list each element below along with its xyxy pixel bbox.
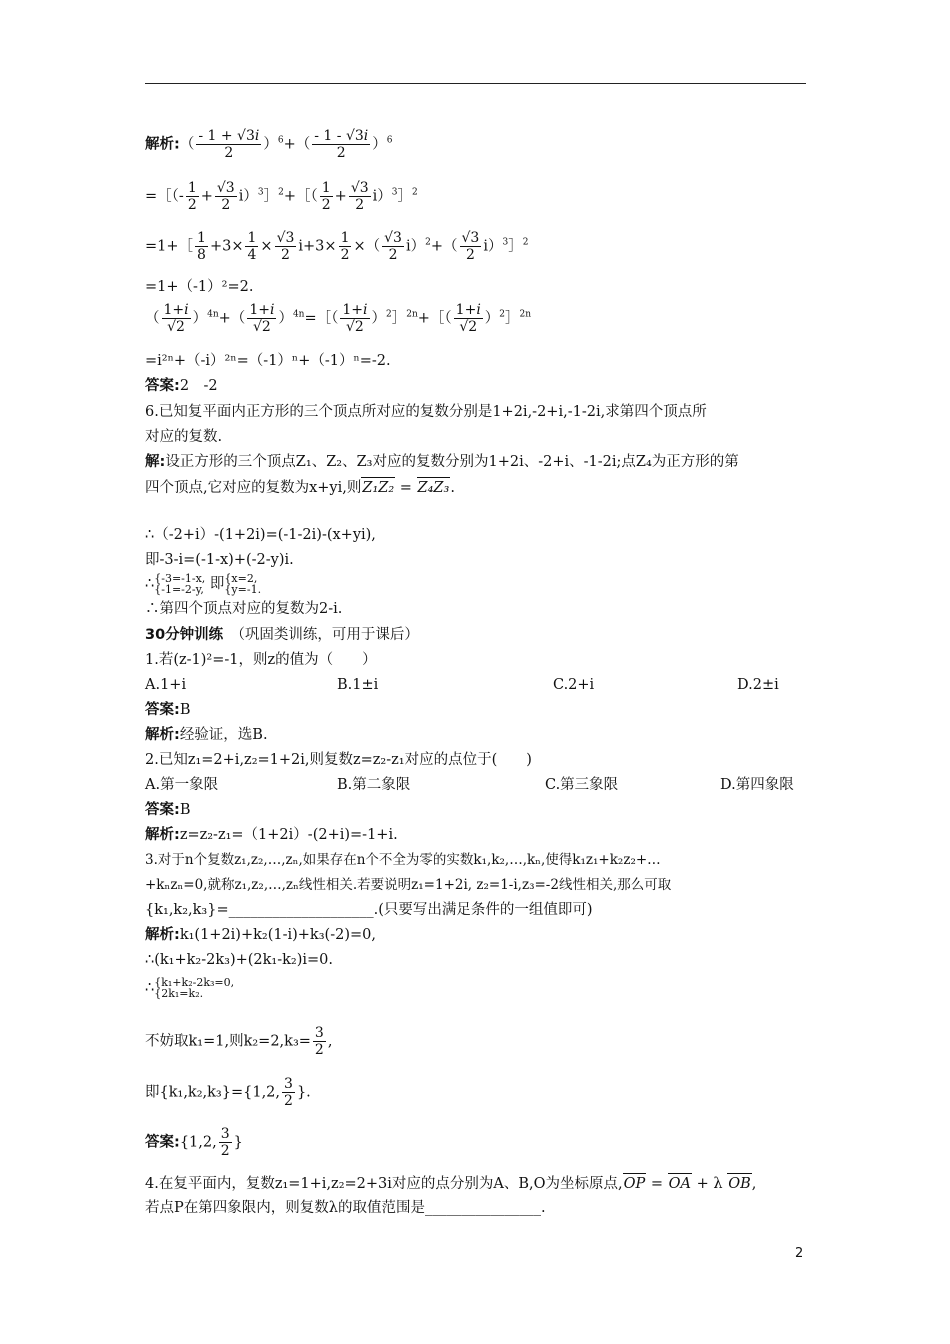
analysis-3-line-4: 不妨取k₁=1,则k₂=2,k₃= $\frac{3}{2}$ , [145, 1025, 333, 1058]
solution-6-line-6: ∴第四个顶点对应的复数为2-i. [145, 601, 343, 617]
question-1: 1.若(z-1)²=-1，则z的值为（ ） [145, 652, 377, 668]
analysis-3-line-5: 即{k₁,k₂,k₃}={1,2, $\frac{3}{2}$ }. [145, 1076, 311, 1109]
answer-3: 答案:{1,2, $\frac{3}{2}$ } [145, 1126, 243, 1159]
page-number: 2 [795, 1246, 804, 1261]
vector-z1z2: Z₁Z₂ [361, 477, 395, 498]
option-c: C.第三象限 [545, 777, 619, 793]
solution-6-line-3: ∴（-2+i）-(1+2i)=(-1-2i)-(x+yi), [145, 527, 376, 543]
solution-6-line-5: ∴{-3=-1-x, {-1=-2-y, 即{x=2, {y=-1. [145, 572, 262, 596]
vector-z4z3: Z₄Z₃ [417, 477, 451, 498]
question-6-line-1: 6.已知复平面内正方形的三个顶点所对应的复数分别是1+2i,-2+i,-1-2i,求第四个顶点所 [145, 404, 707, 420]
equation-system: {-3=-1-x, {-1=-2-y, [154, 572, 206, 596]
analysis-3-line-3: ∴{k₁+k₂-2k₃=0, {2k₁=k₂. [145, 976, 235, 1000]
analysis-1: 解析:经验证，选B. [145, 727, 268, 743]
question-4-line-1: 4.在复平面内，复数z₁=1+i,z₂=2+3i对应的点分别为A、B,O为坐标原点,OP = OA + λ OB, [145, 1173, 756, 1194]
solution-line-4: =1+（-1）²=2. [145, 279, 254, 295]
option-a: A.1+i [145, 677, 187, 693]
option-c: C.2+i [553, 677, 595, 693]
option-d: D.2±i [737, 677, 779, 693]
solution-line-6: =i²ⁿ+（-i）²ⁿ=（-1）ⁿ+（-1）ⁿ=-2. [145, 353, 391, 369]
fraction: $\frac{- 1 - √3i}{2}$ [314, 128, 369, 161]
solution-6-line-2: 四个顶点,它对应的复数为x+yi,则Z₁Z₂ = Z₄Z₃. [145, 477, 455, 498]
solution-line-5: （ $\frac{1+i}{√2}$ ）$^{4n}$+（ $\frac{1+i}{√2}$ ）$^{4n}$=［（ $\frac{1+i}{√2}$ ）$^2$］$^{2n}$+［（ $\frac{1+i}{√2}$ ）$^2$］$^{2n}$ [145, 302, 532, 335]
question-6-line-2: 对应的复数. [145, 429, 223, 445]
option-b: B.第二象限 [337, 777, 411, 793]
question-3-line-2: +kₙzₙ=0,就称z₁,z₂,…,zₙ线性相关.若要说明z₁=1+2i, z₂=1-i,z₃=-2线性相关,那么可取 [145, 877, 672, 893]
answer-1: 答案:B [145, 702, 191, 718]
answer-2: 答案:B [145, 802, 191, 818]
fraction: $\frac{- 1 + √3i}{2}$ [198, 128, 260, 161]
equation-system: {x=2, {y=-1. [224, 572, 262, 596]
option-d: D.第四象限 [720, 777, 794, 793]
header-rule [145, 83, 806, 84]
solution-line-3: =1+［ $\frac{1}{8}$ +3× $\frac{1}{4}$ × $\frac{√3}{2}$ i+3× $\frac{1}{2}$ ×（ $\frac{√3}{2}$ i）$^2$+（ $\frac{√3}{2}$ i）$^3$］$^2$ [145, 230, 529, 263]
solution-6-line-4: 即-3-i=(-1-x)+(-2-y)i. [145, 552, 294, 568]
solution-line-2: =［（- $\frac{1}{2}$ + $\frac{√3}{2}$ i）$^3$］$^2$+［（ $\frac{1}{2}$ + $\frac{√3}{2}$ i）$^3$］$^2$ [145, 180, 418, 213]
analysis-label: 解析: [145, 136, 180, 153]
question-3-line-1: 3.对于n个复数z₁,z₂,…,zₙ,如果存在n个不全为零的实数k₁,k₂,…,kₙ,使得k₁z₁+k₂z₂+… [145, 852, 661, 868]
answer-line: 答案:2 -2 [145, 378, 218, 394]
equation-system: {k₁+k₂-2k₃=0, {2k₁=k₂. [154, 976, 235, 1000]
question-4-line-2: 若点P在第四象限内，则复数λ的取值范围是________________. [145, 1200, 546, 1216]
question-2: 2.已知z₁=2+i,z₂=1+2i,则复数z=z₂-z₁对应的点位于( ) [145, 752, 532, 768]
solution-line-1: 解析:（ $\frac{- 1 + √3i}{2}$ ）$^6$+（ $\frac{- 1 - √3i}{2}$ ）$^6$ [145, 128, 393, 161]
question-3-line-3: {k₁,k₂,k₃}=____________________.(只要写出满足条件的一组值即可) [145, 902, 593, 918]
analysis-3-line-1: 解析:k₁(1+2i)+k₂(1-i)+k₃(-2)=0, [145, 927, 376, 943]
option-a: A.第一象限 [145, 777, 219, 793]
solution-6-line-1: 解:设正方形的三个顶点Z₁、Z₂、Z₃对应的复数分别为1+2i、-2+i、-1-2i;点Z₄为正方形的第 [145, 454, 739, 470]
analysis-3-line-2: ∴(k₁+k₂-2k₃)+(2k₁-k₂)i=0. [145, 952, 334, 968]
option-b: B.1±i [337, 677, 379, 693]
section-heading: 30分钟训练 （巩固类训练，可用于课后） [145, 627, 419, 643]
analysis-2: 解析:z=z₂-z₁=（1+2i）-(2+i)=-1+i. [145, 827, 398, 843]
